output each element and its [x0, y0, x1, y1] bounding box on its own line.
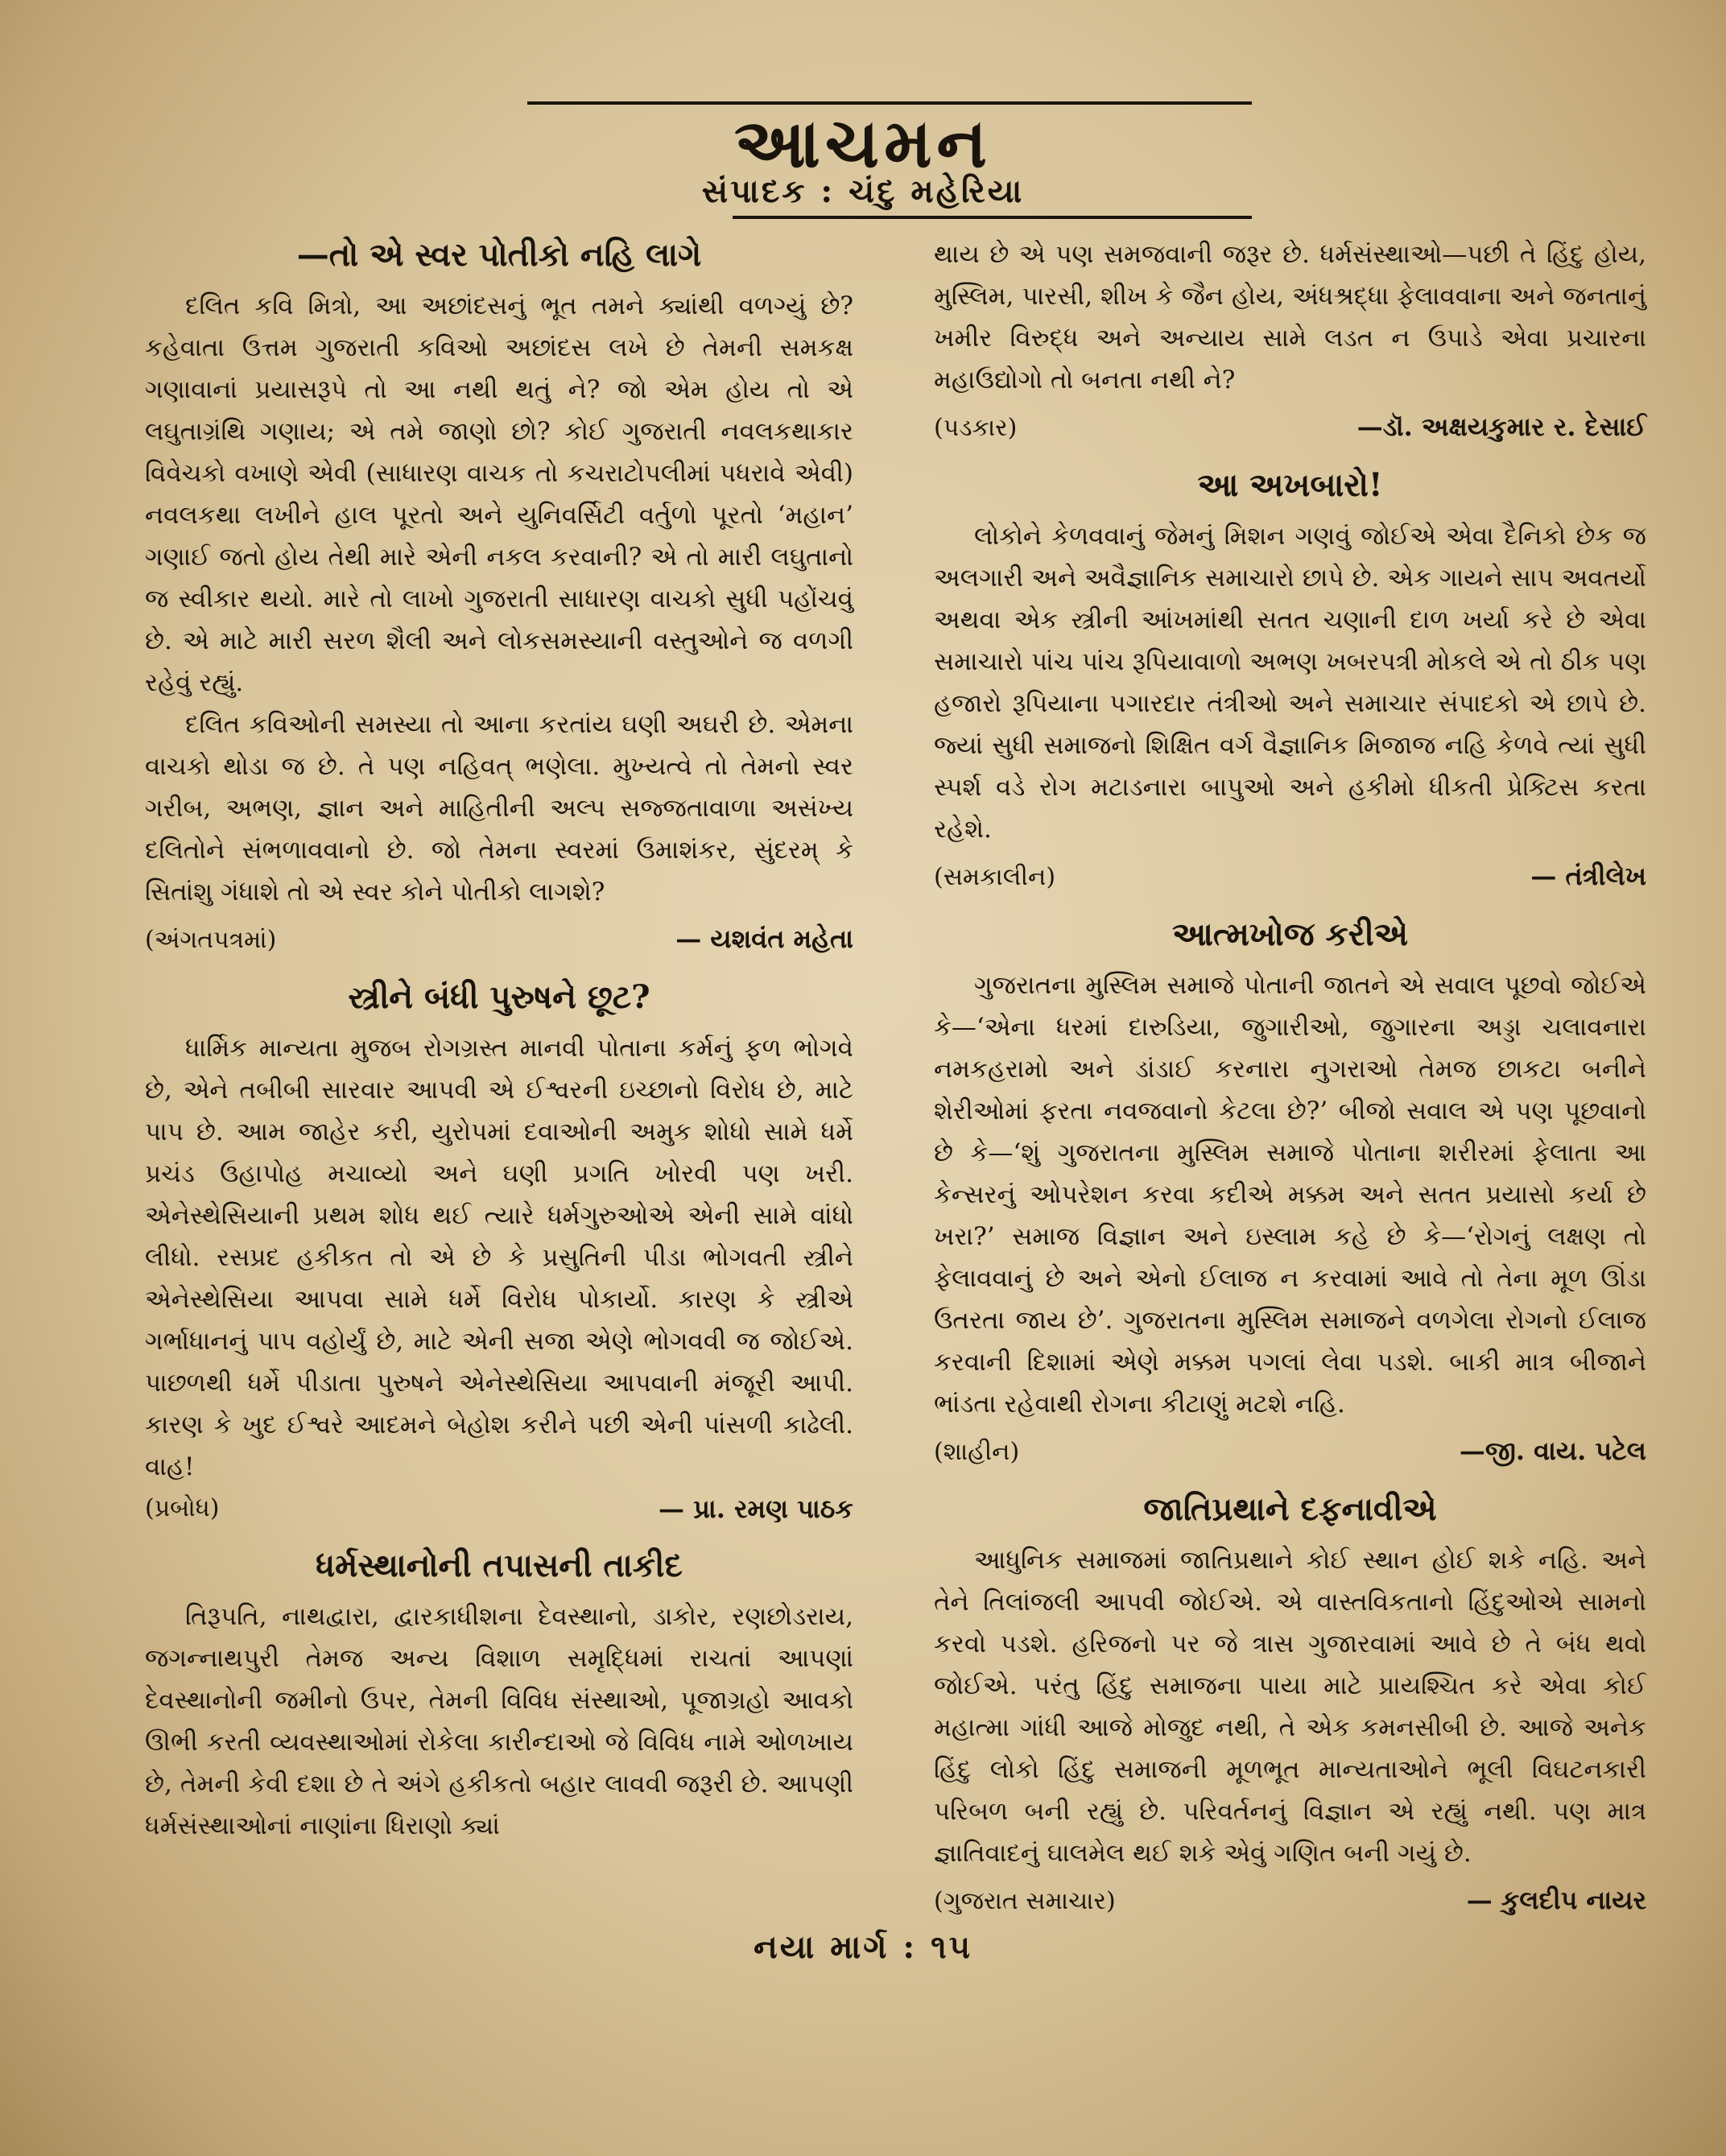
- section-6-author: — કુલદીપ નાયર: [1466, 1885, 1646, 1915]
- section-6-paragraph-1: આધુનિક સમાજમાં જાતિપ્રથાને કોઈ સ્થાન હોઈ શકે નહિ. અને તેને તિલાંજલી આપવી જોઈએ. એ વાસ્તવિકતાનો હિંદુઓએ સામનો કરવો પડશે. હરિજનો પર જે ત્રાસ ગુજારવામાં આવે છે તે બંધ થવો જોઈએ. પરંતુ હિંદુ સમાજના પાયા માટે પ્રાયશ્ચિત કરે એવા કોઈ મહાત્મા ગાંધી આજે મોજુદ નથી, તે એક કમનસીબી છે. આજે અનેક હિંદુ લોકો હિંદુ સમાજની મૂળભૂત માન્યતાઓને ભૂલી વિઘટનકારી પરિબળ બની રહ્યું છે. પરિવર્તનનું વિજ્ઞાન એ રહ્યું નથી. પણ માત્ર જ્ઞાતિવાદનું ઘાલમેલ થઈ શકે એવું ગણિત બની ગયું છે.: [934, 1546, 1646, 1868]
- section-title-1: —તો એ સ્વર પોતીકો નહિ લાગે: [296, 236, 702, 274]
- section-3-author: —ડૉ. અક્ષયકુમાર ર. દેસાઈ: [1356, 411, 1646, 442]
- section-5-author: —જી. વાય. પટેલ: [1459, 1435, 1646, 1466]
- section-5-signature: [934, 1430, 1646, 1473]
- section-5-source: (શાહીન): [934, 1438, 1020, 1466]
- editor-line: સંપાદક : ચંદુ મહેરિયા: [701, 172, 1025, 210]
- section-3-continued: થાય છે એ પણ સમજવાની જરૂર છે. ધર્મસંસ્થાઓ—પછી તે હિંદુ હોય, મુસ્લિમ, પારસી, શીખ કે જૈન હોય, અંધશ્રદ્ધા ફેલાવવાના અને જનતાનું ખમીર વિરુદ્ધ અને અન્યાય સામે લડત ન ઉપાડે એવા પ્રચારના મહાઉદ્યોગો તો બનતા નથી ને?: [934, 240, 1646, 394]
- section-1-signature: [145, 918, 853, 961]
- section-4-signature: [934, 855, 1646, 898]
- section-5-paragraph-1: ગુજરાતના મુસ્લિમ સમાજે પોતાની જાતને એ સવાલ પૂછવો જોઈએ કે—‘એના ધરમાં દારુડિયા, જુગારીઓ, જુગારના અડ્ડા ચલાવનારા નમકહરામો અને ડાંડાઈ કરનારા નુગરાઓ તેમજ છાકટા બનીને શેરીઓમાં ફરતા નવજવાનો કેટલા છે?’ બીજો સવાલ એ પણ પૂછવાનો છે કે—‘શું ગુજરાતના મુસ્લિમ સમાજે પોતાના શરીરમાં ફેલાતા આ કેન્સરનું ઓપરેશન કરવા કદીએ મક્કમ અને સતત પ્રયાસો કર્યા છે ખરા?’ સમાજ વિજ્ઞાન અને ઇસ્લામ કહે છે કે—‘રોગનું લક્ષણ તો ફેલાવવાનું છે અને એનો ઈલાજ ન કરવામાં આવે તો તેના મૂળ ઊંડા ઉતરતા જાય છે’. ગુજરાતના મુસ્લિમ સમાજને વળગેલા રોગનો ઈલાજ કરવાની દિશામાં એણે મક્કમ પગલાં લેવા પડશે. બાકી માત્ર બીજાને ભાંડતા રહેવાથી રોગના કીટાણું મટશે નહિ.: [934, 971, 1646, 1419]
- section-1-source: (અંગતપત્રમાં): [145, 926, 277, 954]
- section-3-signature: [934, 406, 1646, 449]
- section-3-paragraph-1: તિરૂપતિ, નાથદ્વારા, દ્વારકાધીશના દેવસ્થાનો, ડાકોર, રણછોડરાય, જગન્નાથપુરી તેમજ અન્ય વિશાળ સમૃદ્ધિમાં રાચતાં આપણાં દેવસ્થાનોની જમીનો ઉપર, તેમની વિવિધ સંસ્થાઓ, પૂજાગ્રહો આવકો ઊભી કરતી વ્યવસ્થાઓમાં રોકેલા કારીન્દાઓ જે વિવિધ નામે ઓળખાય છે, તેમની કેવી દશા છે તે અંગે હકીકતો બહાર લાવવી જરૂરી છે. આપણી ધર્મસંસ્થાઓનાં નાણાંના ધિરાણો ક્યાં: [145, 1602, 853, 1840]
- right-column: [934, 233, 1646, 1937]
- section-2-paragraph-1: ધાર્મિક માન્યતા મુજબ રોગગ્રસ્ત માનવી પોતાના કર્મનું ફળ ભોગવે છે, એને તબીબી સારવાર આપવી એ ઈશ્વરની ઇચ્છાનો વિરોધ છે, માટે પાપ છે. આમ જાહેર કરી, યુરોપમાં દવાઓની અમુક શોધો સામે ધર્મે પ્રચંડ ઉહાપોહ મચાવ્યો અને ઘણી પ્રગતિ ખોરવી પણ ખરી. એનેસ્થેસિયાની પ્રથમ શોધ થઈ ત્યારે ધર્મગુરુઓએ એની સામે વાંધો લીધો. રસપ્રદ હકીકત તો એ છે કે પ્રસુતિની પીડા ભોગવતી સ્ત્રીને એનેસ્થેસિયા આપવા સામે ધર્મે વિરોધ પોકાર્યો. કારણ કે સ્ત્રીએ ગર્ભાધાનનું પાપ વહોર્યું છે, માટે એની સજા એણે ભોગવવી જ જોઈએ. પાછળથી ધર્મે પીડાતા પુરુષને એનેસ્થેસિયા આપવાની મંજૂરી આપી. કારણ કે ખુદ ઈશ્વરે આદમને બેહોશ કરીને પછી એની પાંસળી કાઢેલી. વાહ!: [145, 1034, 853, 1481]
- section-4-source: (સમકાલીન): [934, 863, 1056, 891]
- section-title-4: આ અખબારો!: [1197, 466, 1383, 504]
- section-1-paragraph-2: દલિત કવિઓની સમસ્યા તો આના કરતાંય ઘણી અઘરી છે. એમના વાચકો થોડા જ છે. તે પણ નહિવત્ ભણેલા. મુખ્યત્વે તો તેમનો સ્વર ગરીબ, અભણ, જ્ઞાન અને માહિતીની અલ્પ સજ્જતાવાળા અસંખ્ય દલિતોને સંભળાવવાનો છે. જો તેમના સ્વરમાં ઉમાશંકર, સુંદરમ્ કે સિતાંશુ ગંધાશે તો એ સ્વર કોને પોતીકો લાગશે?: [145, 710, 853, 907]
- section-title-5: આત્મખોજ કરીએ: [1171, 915, 1409, 953]
- section-6-source: (ગુજરાત સમાચાર): [934, 1887, 1116, 1915]
- page-footer: નયા માર્ગ : ૧૫: [753, 1928, 973, 1966]
- section-title-2: સ્ત્રીને બંધી પુરુષને છૂટ?: [348, 978, 650, 1016]
- page-title: આચમન: [734, 103, 992, 183]
- section-2-author: — પ્રા. રમણ પાઠક: [658, 1493, 853, 1524]
- left-column: [145, 233, 853, 1847]
- section-3-source: (પડકાર): [934, 414, 1018, 442]
- section-title-3: ધર્મસ્થાનોની તપાસની તાકીદ: [316, 1547, 683, 1584]
- section-2-source: (પ્રબોધ): [145, 1494, 220, 1522]
- section-4-author: — તંત્રીલેખ: [1530, 861, 1646, 891]
- section-1-author: — યશવંત મહેતા: [675, 923, 853, 954]
- section-4-paragraph-1: લોકોને કેળવવાનું જેમનું મિશન ગણવું જોઈએ એવા દૈનિકો છેક જ અલગારી અને અવૈજ્ઞાનિક સમાચારો છાપે છે. એક ગાયને સાપ અવતર્યો અથવા એક સ્ત્રીની આંખમાંથી સતત ચણાની દાળ ખર્યા કરે છે એવા સમાચારો પાંચ પાંચ રૂપિયાવાળો અભણ ખબરપત્રી મોકલે એ તો ઠીક પણ હજારો રૂપિયાના પગારદાર તંત્રીઓ અને સમાચાર સંપાદકો એ છાપે છે. જ્યાં સુધી સમાજનો શિક્ષિત વર્ગ વૈજ્ઞાનિક મિજાજ નહિ કેળવે ત્યાં સુધી સ્પર્શ વડે રોગ મટાડનારા બાપુઓ અને હકીમો ધીકતી પ્રેક્ટિસ કરતા રહેશે.: [934, 522, 1646, 844]
- section-1-paragraph-1: દલિત કવિ મિત્રો, આ અછાંદસનું ભૂત તમને ક્યાંથી વળગ્યું છે? કહેવાતા ઉત્તમ ગુજરાતી કવિઓ અછાંદસ લખે છે તેમની સમકક્ષ ગણાવાનાં પ્રયાસરૂપે તો આ નથી થતું ને? જો એમ હોય તો એ લઘુતાગ્રંથિ ગણાય; એ તમે જાણો છો? કોઈ ગુજરાતી નવલકથાકાર વિવેચકો વખાણે એવી (સાધારણ વાચક તો કચરાટોપલીમાં પધરાવે એવી) નવલકથા લખીને હાલ પૂરતો અને યુનિવર્સિટી વર્તુળો પૂરતો ‘મહાન’ ગણાઈ જતો હોય તેથી મારે એની નકલ કરવાની? એ તો મારી લઘુતાનો જ સ્વીકાર થયો. મારે તો લાખો ગુજરાતી સાધારણ વાચકો સુધી પહોંચવું છે. એ માટે મારી સરળ શૈલી અને લોકસમસ્યાની વસ્તુઓને જ વળગી રહેવું રહ્યું.: [145, 291, 853, 697]
- header-rule-bottom: [733, 216, 1252, 219]
- section-title-6: જાતિપ્રથાને દફનાવીએ: [1143, 1490, 1437, 1528]
- section-6-signature: [934, 1879, 1646, 1923]
